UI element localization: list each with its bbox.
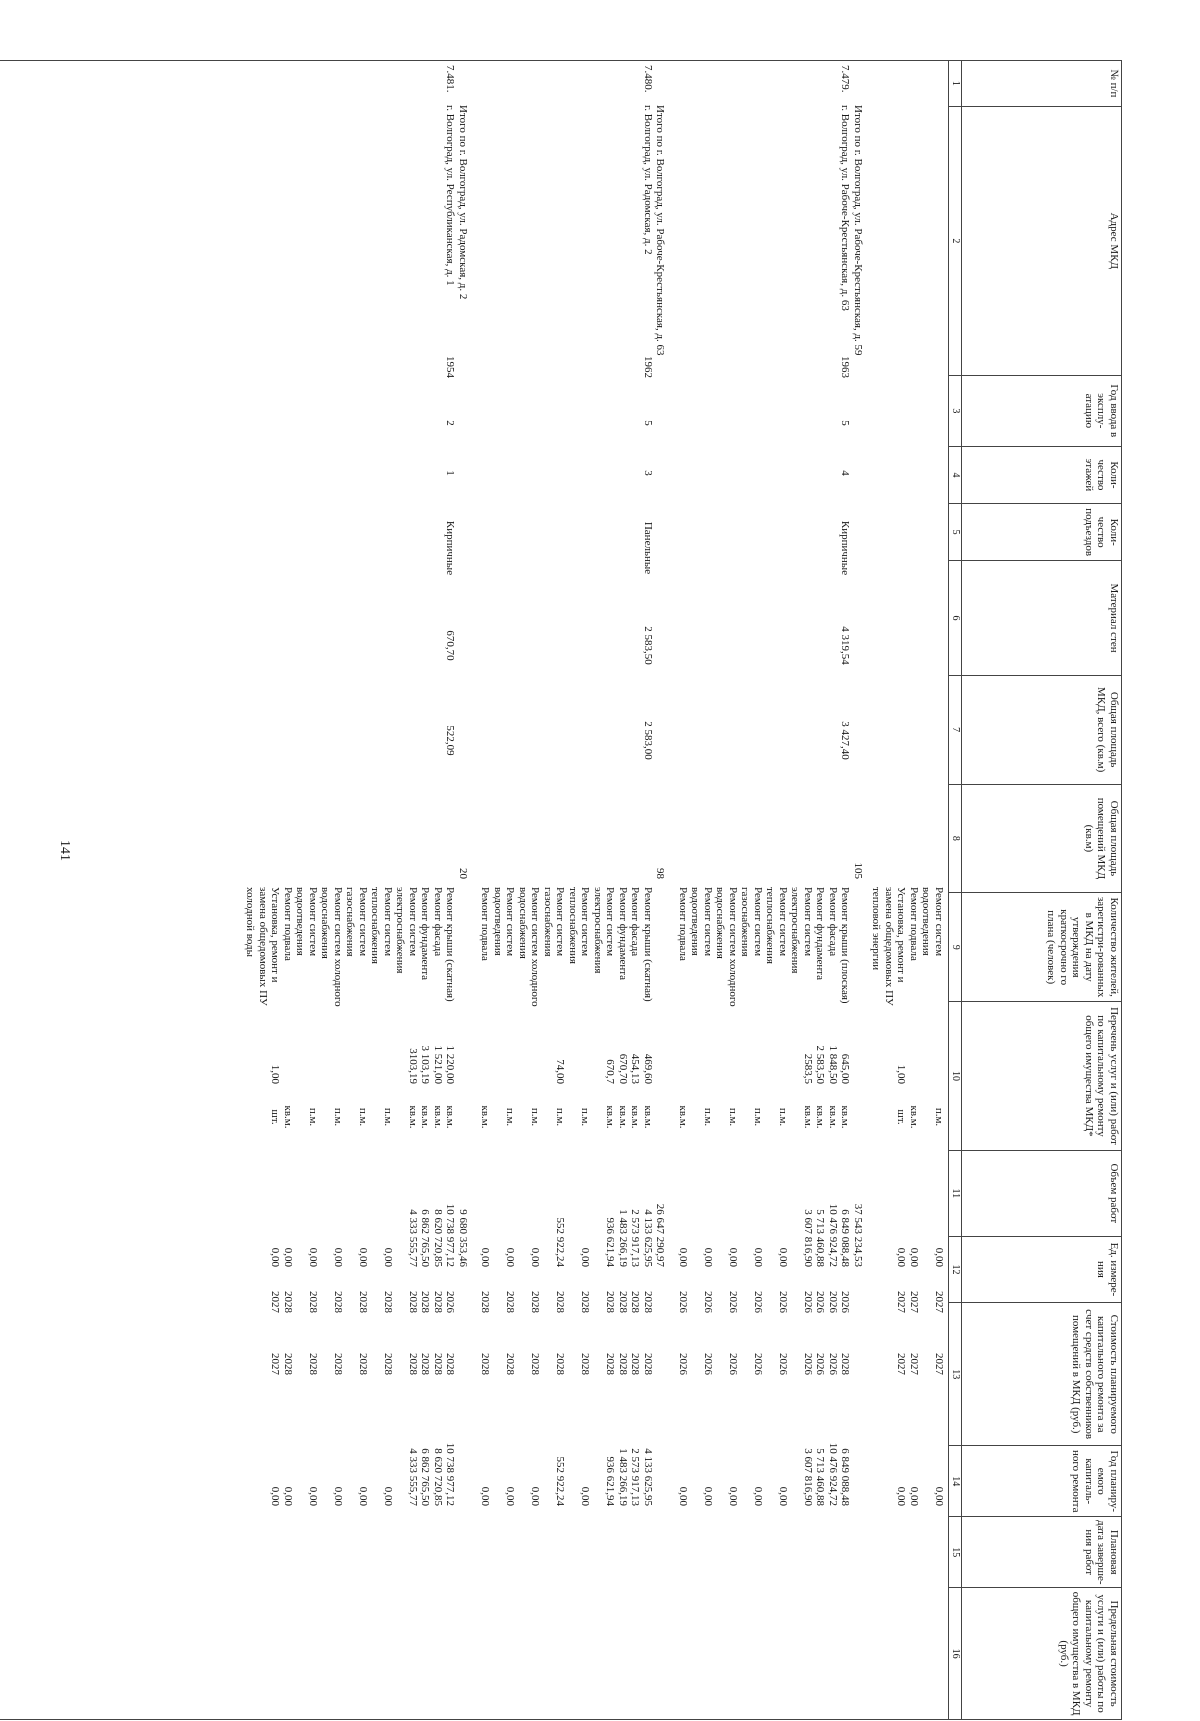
house-work-end-date: 2028 xyxy=(432,1353,444,1375)
house-work-year: 2028 xyxy=(419,1291,432,1313)
house-premises-area: 2 583,00 xyxy=(642,721,654,760)
house-work-volume: 1,00 xyxy=(269,1064,282,1084)
house-work-unit: кв.м. xyxy=(617,1105,629,1129)
prior-work-year: 2027 xyxy=(895,1291,908,1313)
house-address: г. Волгоград, ул. Радомская, д. 2 xyxy=(642,105,654,255)
house-work-unit: п.м. xyxy=(752,1107,764,1127)
column-number: 7 xyxy=(949,675,962,784)
house-work-name: Ремонт систем xyxy=(777,887,789,957)
house-work-unit: кв.м. xyxy=(827,1105,839,1129)
column-number: 3 xyxy=(949,375,962,446)
house-work-name: замена общедомовых ПУ xyxy=(257,887,269,1006)
house-work-year: 2026 xyxy=(752,1291,764,1313)
house-work-end-date: 2028 xyxy=(282,1353,294,1375)
house-work-unit: п.м. xyxy=(504,1107,517,1127)
house-work-end-date: 2026 xyxy=(814,1353,827,1375)
prior-work-name: Ремонт подвала xyxy=(908,887,920,961)
house-work-volume: 670,7 xyxy=(604,1059,617,1084)
house-work-cost: 0,00 xyxy=(357,1247,369,1267)
house-work-unit: кв.м. xyxy=(814,1105,827,1129)
house-work-unit: кв.м. xyxy=(282,1105,294,1129)
house-work-name: Ремонт фасада xyxy=(827,887,839,957)
house-work-cost: 0,00 xyxy=(269,1247,282,1267)
column-number: 10 xyxy=(949,1002,962,1151)
house-work-limit: 1 483 266,19 xyxy=(617,1448,629,1506)
header-cell: Общая площадь МКД, всего (кв.м) xyxy=(962,675,1122,784)
house-work-name: Ремонт систем xyxy=(407,887,419,957)
house-work-unit: кв.м. xyxy=(419,1105,432,1129)
house-work-end-date: 2028 xyxy=(554,1353,567,1375)
house-work-name: Ремонт систем xyxy=(752,887,764,957)
house-work-end-date: 2026 xyxy=(677,1353,689,1375)
house-work-limit: 2 573 917,13 xyxy=(629,1448,642,1506)
house-work-name: водоснабжения xyxy=(319,887,332,959)
house-work-end-date: 2028 xyxy=(839,1353,852,1375)
page-number: 141 xyxy=(57,840,72,861)
house-work-name: Ремонт фасада xyxy=(432,887,444,957)
house-year: 1962 xyxy=(642,356,654,378)
house-work-limit: 0,00 xyxy=(777,1486,789,1506)
house-work-year: 2028 xyxy=(617,1291,629,1313)
house-work-cost: 0,00 xyxy=(382,1247,394,1267)
house-work-cost: 0,00 xyxy=(677,1247,689,1267)
prior-work-end-date: 2027 xyxy=(908,1353,920,1375)
column-number: 14 xyxy=(949,1446,962,1517)
house-work-unit: кв.м. xyxy=(479,1105,492,1129)
house-work-end-date: 2028 xyxy=(529,1353,542,1375)
house-work-unit: п.м. xyxy=(307,1107,319,1127)
house-work-name: газоснабжения xyxy=(344,887,357,957)
house-work-unit: кв.м. xyxy=(629,1105,642,1129)
house-work-limit: 936 621,94 xyxy=(604,1456,617,1506)
table-content xyxy=(0,61,948,1721)
column-number: 4 xyxy=(949,446,962,503)
house-work-name: Ремонт систем xyxy=(382,887,394,957)
house-work-unit: кв.м. xyxy=(604,1105,617,1129)
header-row xyxy=(962,61,1122,1720)
house-work-volume: 645,00 xyxy=(839,1053,852,1084)
house-work-limit: 0,00 xyxy=(382,1486,394,1506)
house-work-volume: 670,70 xyxy=(617,1053,629,1084)
house-work-cost: 3 607 816,90 xyxy=(802,1209,814,1267)
house-work-year: 2028 xyxy=(642,1291,654,1313)
house-work-limit: 0,00 xyxy=(479,1486,492,1506)
rotated-page xyxy=(10,0,1160,1716)
house-work-name: водоснабжения xyxy=(714,887,727,959)
house-work-unit: п.м. xyxy=(777,1107,789,1127)
house-work-unit: п.м. xyxy=(529,1107,542,1127)
house-work-cost: 4 333 555,77 xyxy=(407,1209,419,1267)
house-year: 1954 xyxy=(444,356,457,378)
house-work-cost: 0,00 xyxy=(579,1247,592,1267)
house-work-limit: 0,00 xyxy=(677,1486,689,1506)
house-residents: 20 xyxy=(457,868,469,879)
column-number: 8 xyxy=(949,784,962,893)
house-total-area: 670,70 xyxy=(444,630,457,661)
house-work-limit: 0,00 xyxy=(282,1486,294,1506)
total-row-label: Итого по г. Волгоград, ул. Рабоче-Крестьянская, д. 59 xyxy=(852,105,864,356)
house-work-volume: 2583,5 xyxy=(802,1053,814,1084)
house-entrances: 4 xyxy=(839,470,852,476)
house-work-limit: 0,00 xyxy=(727,1486,739,1506)
header-cell: Предельная стоимость услуги и (или) работы по капитальному ремонту общего имущества в МКД (руб.) xyxy=(962,1588,1122,1720)
house-work-end-date: 2028 xyxy=(307,1353,319,1375)
house-work-year: 2026 xyxy=(677,1291,689,1313)
house-wall-material: Панельные xyxy=(642,521,654,575)
house-work-limit: 0,00 xyxy=(269,1486,282,1506)
house-work-limit: 5 713 460,88 xyxy=(814,1448,827,1506)
house-work-year: 2026 xyxy=(814,1291,827,1313)
house-work-unit: кв.м. xyxy=(839,1105,852,1129)
total-row-cost: 26 647 290,97 xyxy=(654,1203,667,1267)
house-work-cost: 0,00 xyxy=(752,1247,764,1267)
house-work-name: Ремонт крыши (скатная) xyxy=(642,887,654,1002)
house-work-end-date: 2028 xyxy=(479,1353,492,1375)
house-work-name: Ремонт фасада xyxy=(629,887,642,957)
header-cell: Коли-чество подъездов xyxy=(962,504,1122,561)
house-year: 1963 xyxy=(839,356,852,378)
column-number: 13 xyxy=(949,1303,962,1446)
house-work-volume: 454,13 xyxy=(629,1053,642,1084)
house-work-end-date: 2028 xyxy=(579,1353,592,1375)
house-work-cost: 10 476 924,72 xyxy=(827,1203,839,1267)
house-work-name: Ремонт систем xyxy=(504,887,517,957)
house-work-name: теплоснабжения xyxy=(567,887,579,964)
house-work-unit: кв.м. xyxy=(642,1105,654,1129)
house-work-name: теплоснабжения xyxy=(764,887,777,964)
house-work-unit: кв.м. xyxy=(802,1105,814,1129)
house-work-volume: 74,00 xyxy=(554,1059,567,1084)
house-work-end-date: 2028 xyxy=(642,1353,654,1375)
house-work-name: теплоснабжения xyxy=(369,887,382,964)
prior-work-cost: 0,00 xyxy=(933,1247,945,1267)
house-work-name: Ремонт крыши (скатная) xyxy=(444,887,457,1002)
house-work-volume: 3103,19 xyxy=(407,1048,419,1084)
house-work-limit: 0,00 xyxy=(579,1486,592,1506)
house-work-year: 2028 xyxy=(479,1291,492,1313)
column-number: 6 xyxy=(949,561,962,675)
prior-work-name: водоотведения xyxy=(920,887,933,956)
house-work-end-date: 2028 xyxy=(419,1353,432,1375)
prior-work-end-date: 2027 xyxy=(895,1353,908,1375)
house-floors: 2 xyxy=(444,420,457,426)
house-work-cost: 8 620 720,85 xyxy=(432,1209,444,1267)
house-work-year: 2026 xyxy=(727,1291,739,1313)
prior-work-unit: шт. xyxy=(895,1109,908,1125)
prior-work-name: Ремонт систем xyxy=(933,887,945,957)
house-work-year: 2028 xyxy=(504,1291,517,1313)
house-work-cost: 2 573 917,13 xyxy=(629,1209,642,1267)
house-work-year: 2028 xyxy=(357,1291,369,1313)
house-number: 7.480. xyxy=(642,65,654,93)
house-work-year: 2026 xyxy=(444,1291,457,1313)
house-work-unit: п.м. xyxy=(727,1107,739,1127)
house-work-name: Ремонт подвала xyxy=(479,887,492,961)
column-number: 5 xyxy=(949,504,962,561)
header-cell: Адрес МКД xyxy=(962,106,1122,375)
house-total-area: 4 319,54 xyxy=(839,626,852,665)
house-work-cost: 0,00 xyxy=(702,1247,714,1267)
house-work-cost: 1 483 266,19 xyxy=(617,1209,629,1267)
house-work-cost: 6 862 765,50 xyxy=(419,1209,432,1267)
house-work-cost: 0,00 xyxy=(282,1247,294,1267)
house-work-end-date: 2027 xyxy=(269,1353,282,1375)
house-work-unit: п.м. xyxy=(357,1107,369,1127)
house-work-name: Ремонт крыши (плоская) xyxy=(839,887,852,1004)
house-work-year: 2026 xyxy=(777,1291,789,1313)
house-work-limit: 0,00 xyxy=(357,1486,369,1506)
column-number: 12 xyxy=(949,1236,962,1302)
house-work-cost: 0,00 xyxy=(479,1247,492,1267)
house-work-end-date: 2028 xyxy=(629,1353,642,1375)
house-work-unit: п.м. xyxy=(702,1107,714,1127)
house-work-year: 2026 xyxy=(827,1291,839,1313)
table-body xyxy=(0,61,949,1720)
house-work-name: Ремонт систем xyxy=(702,887,714,957)
house-work-end-date: 2026 xyxy=(752,1353,764,1375)
house-work-cost: 4 133 625,95 xyxy=(642,1209,654,1267)
prior-work-limit: 0,00 xyxy=(933,1486,945,1506)
house-work-end-date: 2028 xyxy=(604,1353,617,1375)
house-work-name: Ремонт систем xyxy=(604,887,617,957)
house-work-cost: 0,00 xyxy=(307,1247,319,1267)
house-work-year: 2028 xyxy=(282,1291,294,1313)
house-work-name: водоотведения xyxy=(294,887,307,956)
column-number-row xyxy=(949,61,962,1720)
house-work-year: 2026 xyxy=(839,1291,852,1313)
house-work-cost: 6 849 088,48 xyxy=(839,1209,852,1267)
house-work-unit: п.м. xyxy=(579,1107,592,1127)
header-cell: Ед. измере-ния xyxy=(962,1236,1122,1302)
house-work-limit: 0,00 xyxy=(307,1486,319,1506)
house-work-unit: п.м. xyxy=(332,1107,344,1127)
house-work-year: 2028 xyxy=(407,1291,419,1313)
house-work-name: Ремонт систем xyxy=(579,887,592,957)
house-work-end-date: 2028 xyxy=(617,1353,629,1375)
house-premises-area: 522,09 xyxy=(444,725,457,756)
house-work-year: 2026 xyxy=(702,1291,714,1313)
house-work-name: Ремонт систем xyxy=(554,887,567,957)
house-work-name: Ремонт систем холодного xyxy=(529,887,542,1007)
house-work-name: электроснабжения xyxy=(592,887,604,974)
prior-work-limit: 0,00 xyxy=(895,1486,908,1506)
header-cell: Год ввода в эксплу-атацию xyxy=(962,375,1122,446)
header-cell: Перечень услуг и (или) работ по капитальному ремонту общего имущества МКД* xyxy=(962,1002,1122,1151)
house-address: г. Волгоград, ул. Рабоче-Крестьянская, д. 63 xyxy=(839,105,852,311)
house-work-name: Установка, ремонт и xyxy=(269,887,282,983)
house-work-limit: 10 738 977,12 xyxy=(444,1442,457,1506)
prior-work-cost: 0,00 xyxy=(895,1247,908,1267)
house-work-end-date: 2028 xyxy=(382,1353,394,1375)
house-work-name: электроснабжения xyxy=(394,887,407,974)
house-work-year: 2026 xyxy=(802,1291,814,1313)
house-work-year: 2028 xyxy=(604,1291,617,1313)
house-work-end-date: 2026 xyxy=(802,1353,814,1375)
house-work-limit: 3 607 816,90 xyxy=(802,1448,814,1506)
house-work-limit: 0,00 xyxy=(332,1486,344,1506)
house-work-volume: 469,60 xyxy=(642,1053,654,1084)
column-number: 11 xyxy=(949,1150,962,1236)
house-residents: 98 xyxy=(654,868,667,879)
house-number: 7.479. xyxy=(839,65,852,93)
house-entrances: 3 xyxy=(642,470,654,476)
header-cell: Материал стен xyxy=(962,561,1122,675)
house-floors: 5 xyxy=(642,420,654,426)
prior-work-unit: п.м. xyxy=(933,1107,945,1127)
house-work-unit: п.м. xyxy=(554,1107,567,1127)
house-work-end-date: 2028 xyxy=(504,1353,517,1375)
house-work-limit: 0,00 xyxy=(529,1486,542,1506)
house-work-name: электроснабжения xyxy=(789,887,802,974)
house-residents: 105 xyxy=(852,862,864,879)
prior-work-year: 2027 xyxy=(933,1291,945,1313)
house-work-name: Ремонт систем холодного xyxy=(727,887,739,1007)
total-row-label: Итого по г. Волгоград, ул. Радомская, д. 2 xyxy=(457,105,469,300)
house-work-year: 2027 xyxy=(269,1291,282,1313)
header-cell: Коли-чество этажей xyxy=(962,446,1122,503)
house-work-limit: 6 862 765,50 xyxy=(419,1448,432,1506)
house-address: г. Волгоград, ул. Республиканская, д. 1 xyxy=(444,105,457,286)
house-work-name: Ремонт подвала xyxy=(282,887,294,961)
house-work-year: 2028 xyxy=(529,1291,542,1313)
house-work-end-date: 2028 xyxy=(332,1353,344,1375)
house-work-year: 2028 xyxy=(332,1291,344,1313)
house-work-name: водоотведения xyxy=(492,887,504,956)
house-work-year: 2028 xyxy=(382,1291,394,1313)
house-work-unit: кв.м. xyxy=(432,1105,444,1129)
house-work-cost: 936 621,94 xyxy=(604,1217,617,1267)
prior-work-name: Установка, ремонт и xyxy=(895,887,908,983)
house-work-limit: 0,00 xyxy=(702,1486,714,1506)
house-work-name: газоснабжения xyxy=(542,887,554,957)
house-work-name: Ремонт фундамента xyxy=(617,887,629,981)
house-work-limit: 10 476 924,72 xyxy=(827,1442,839,1506)
house-work-cost: 552 922,24 xyxy=(554,1217,567,1267)
house-work-end-date: 2028 xyxy=(357,1353,369,1375)
house-work-volume: 2 583,50 xyxy=(814,1045,827,1084)
house-work-unit: шт. xyxy=(269,1109,282,1125)
house-work-limit: 0,00 xyxy=(504,1486,517,1506)
prior-work-name: замена общедомовых ПУ xyxy=(883,887,895,1006)
house-work-limit: 4 133 625,95 xyxy=(642,1448,654,1506)
house-work-cost: 5 713 460,88 xyxy=(814,1209,827,1267)
house-work-name: Ремонт систем холодного xyxy=(332,887,344,1007)
house-number: 7.481. xyxy=(444,65,457,93)
prior-work-unit: кв.м. xyxy=(908,1105,920,1129)
column-number: 1 xyxy=(949,61,962,107)
total-row-cost: 37 543 234,53 xyxy=(852,1203,864,1267)
house-work-name: Ремонт фундамента xyxy=(814,887,827,981)
house-work-year: 2028 xyxy=(629,1291,642,1313)
house-work-cost: 0,00 xyxy=(529,1247,542,1267)
total-row-label: Итого по г. Волгоград, ул. Рабоче-Крестьянская, д. 63 xyxy=(654,105,667,356)
house-total-area: 2 583,50 xyxy=(642,626,654,665)
house-work-end-date: 2026 xyxy=(702,1353,714,1375)
header-cell: Плановая дата заверше-ния работ xyxy=(962,1517,1122,1588)
column-number: 9 xyxy=(949,893,962,1002)
house-work-limit: 4 333 555,77 xyxy=(407,1448,419,1506)
house-work-limit: 8 620 720,85 xyxy=(432,1448,444,1506)
header-cell: Количество жителей, зарегистри-рованных в МКД на дату утверждения краткосрочно го плана (человек) xyxy=(962,893,1122,1002)
house-premises-area: 3 427,40 xyxy=(839,721,852,760)
total-row-cost: 9 680 353,46 xyxy=(457,1209,469,1267)
house-work-unit: п.м. xyxy=(382,1107,394,1127)
house-floors: 5 xyxy=(839,420,852,426)
house-work-cost: 0,00 xyxy=(727,1247,739,1267)
header-cell: Общая площадь помещений МКД (кв.м) xyxy=(962,784,1122,893)
house-wall-material: Кирпичные xyxy=(444,520,457,576)
column-number: 15 xyxy=(949,1517,962,1588)
prior-work-cost: 0,00 xyxy=(908,1247,920,1267)
house-work-cost: 0,00 xyxy=(332,1247,344,1267)
house-wall-material: Кирпичные xyxy=(839,520,852,576)
house-work-year: 2028 xyxy=(432,1291,444,1313)
prior-work-limit: 0,00 xyxy=(908,1486,920,1506)
header-cell: № п/п xyxy=(962,61,1122,107)
header-cell: Год планиру-емого капиталь-ного ремонта xyxy=(962,1446,1122,1517)
house-work-cost: 0,00 xyxy=(504,1247,517,1267)
house-work-volume: 1 521,00 xyxy=(432,1045,444,1084)
column-number: 2 xyxy=(949,106,962,375)
house-work-unit: кв.м. xyxy=(407,1105,419,1129)
house-work-name: водоснабжения xyxy=(517,887,529,959)
house-work-volume: 1 848,50 xyxy=(827,1045,839,1084)
house-work-end-date: 2028 xyxy=(444,1353,457,1375)
house-work-name: Ремонт фундамента xyxy=(419,887,432,981)
house-work-name: Ремонт подвала xyxy=(677,887,689,961)
house-work-end-date: 2026 xyxy=(827,1353,839,1375)
house-work-volume: 1 220,00 xyxy=(444,1045,457,1084)
house-work-volume: 3 103,19 xyxy=(419,1045,432,1084)
capital-repair-table xyxy=(0,60,1122,1720)
table-body-row xyxy=(0,61,949,1720)
house-work-name: водоотведения xyxy=(689,887,702,956)
house-work-cost: 0,00 xyxy=(777,1247,789,1267)
house-work-year: 2028 xyxy=(554,1291,567,1313)
prior-work-name: тепловой энергии xyxy=(870,887,883,971)
house-work-limit: 552 922,24 xyxy=(554,1456,567,1506)
header-cell: Стоимость планируемого капитального ремонта за счет средств собственников помещений в МКД (руб.) xyxy=(962,1303,1122,1446)
house-work-year: 2028 xyxy=(307,1291,319,1313)
house-work-limit: 0,00 xyxy=(752,1486,764,1506)
house-work-cost: 10 738 977,12 xyxy=(444,1203,457,1267)
house-work-end-date: 2026 xyxy=(777,1353,789,1375)
house-work-name: холодной воды xyxy=(244,887,257,958)
column-number: 16 xyxy=(949,1588,962,1720)
house-work-year: 2028 xyxy=(579,1291,592,1313)
house-work-unit: кв.м. xyxy=(677,1105,689,1129)
house-work-limit: 6 849 088,48 xyxy=(839,1448,852,1506)
prior-work-year: 2027 xyxy=(908,1291,920,1313)
house-work-end-date: 2026 xyxy=(727,1353,739,1375)
house-work-name: Ремонт систем xyxy=(307,887,319,957)
prior-work-volume: 1,00 xyxy=(895,1064,908,1084)
house-work-name: газоснабжения xyxy=(739,887,752,957)
house-work-end-date: 2028 xyxy=(407,1353,419,1375)
house-work-name: Ремонт систем xyxy=(802,887,814,957)
header-cell: Объем работ xyxy=(962,1150,1122,1236)
prior-work-end-date: 2027 xyxy=(933,1353,945,1375)
house-entrances: 1 xyxy=(444,470,457,476)
house-work-unit: кв.м. xyxy=(444,1105,457,1129)
house-work-name: Ремонт систем xyxy=(357,887,369,957)
